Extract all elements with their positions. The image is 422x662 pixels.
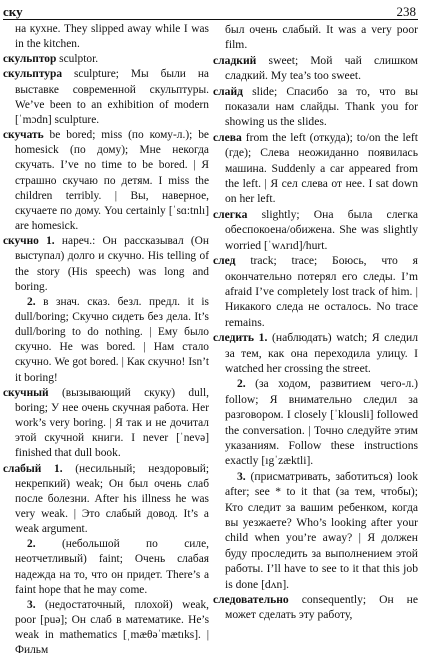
- sense-number: 3.: [237, 469, 246, 483]
- sense-definition: в знач. сказ. безл. предл. it is dull/boring; Скучно сидеть без дела. It’s dull/boring to do nothing. | Ему было скучно. He was bored. | Нам стало скучно. We got bored. | Как скучно! Isn’t it boring!: [15, 295, 209, 384]
- dictionary-entry: [3, 67, 209, 128]
- entry-definition: sweet; Мой чай слишком сладкий. My tea’s too sweet.: [225, 53, 418, 83]
- header-rule: [3, 19, 418, 20]
- dictionary-entry: [213, 130, 418, 207]
- entry-definition: slide; Спасибо за то, что вы показали нам слайды. Thank you for showing us the slides.: [225, 84, 418, 129]
- sense-number: 2.: [27, 538, 36, 551]
- right-column: [213, 22, 418, 623]
- entry-definition: track; trace; Боюсь, что я окончательно потерял его следы. I’m afraid I’ve completely lost track of him. | Никакого следа не осталось. No trace remains.: [225, 254, 418, 329]
- entry-headword: слегка: [213, 207, 248, 221]
- dictionary-entry: [213, 592, 418, 623]
- page-number: 238: [396, 4, 416, 19]
- dictionary-entry: [3, 386, 209, 462]
- entry-definition: (вызывающий скуку) dull, boring; У нее очень скучная работа. Her work’s very boring. | Я так и не дочитал этой скучной книги. I never [ˈnevə] finished that dull book.: [15, 386, 209, 460]
- entry-headword: след: [213, 254, 236, 268]
- dictionary-entry: [213, 330, 418, 376]
- dictionary-entry: [213, 53, 418, 84]
- sense-number: 3.: [27, 598, 36, 611]
- entry-sense: [3, 598, 209, 659]
- running-headword: ску: [3, 4, 23, 19]
- entry-headword: скучать: [3, 129, 44, 142]
- entry-headword: скульптор: [3, 53, 57, 66]
- dictionary-entry: [3, 52, 209, 67]
- entry-continuation: был очень слабый. It was a very poor film.: [225, 23, 418, 52]
- entry-headword: скучный: [3, 386, 49, 399]
- dictionary-entry: [213, 253, 418, 330]
- entry-sense: [213, 376, 418, 468]
- entry-headword: слабый 1.: [3, 462, 63, 475]
- entry-headword: сладкий: [213, 53, 257, 67]
- dictionary-entry: [213, 207, 418, 253]
- entry-definition: (несильный; нездоровый; некрепкий) weak; Он был очень слаб после болезни. After his illness he was very weak. | Это слабый довод. It’s a weak argument.: [15, 462, 209, 536]
- entry-headword: слайд: [213, 84, 243, 98]
- entry-sense: [3, 295, 209, 386]
- entry-definition: (наблюдать) watch; Я следил за тем, как она переходила улицу. I watched her crossing the street.: [225, 331, 419, 375]
- sense-number: 2.: [237, 377, 246, 391]
- entry-sense: [3, 537, 209, 598]
- entry-headword: слева: [213, 130, 242, 144]
- entry-headword: следить 1.: [213, 331, 268, 345]
- sense-definition: (за ходом, развитием чего-л.) follow; Я внимательно следил за разговором. I closely [ˈklousli] followed the conversation. | Точно следуйте этим указаниям. Follow these instructions exactly [ıgˈzæktli].: [225, 377, 418, 468]
- entry-headword: скучно 1.: [3, 235, 55, 248]
- entry-definition: sculptor.: [56, 53, 99, 66]
- dictionary-entry: [3, 128, 209, 234]
- entry-headword: скульптура: [3, 68, 63, 81]
- entry-continuation: на кухне. They slipped away while I was in the kitchen.: [15, 23, 209, 51]
- entry-definition: sculpture; Мы были на выставке современной скульптуры. We’ve been to an exhibition of modern [ˈmɔdn] sculpture.: [15, 68, 209, 126]
- entry-definition: consequently; Он не может сделать эту работу,: [225, 593, 418, 622]
- entry-definition: be bored; miss (по кому-л.); be homesick (по дому); Мне некогда скучать. I’ve no time to be bored. | Я страшно скучаю по детям. I miss the children terribly. | Вы, наверное, скучаете по дому. You certainly [ˈsɑ:tnlı] are homesick.: [15, 129, 209, 233]
- sense-definition: (недостаточный, плохой) weak, poor [puə]; Он слаб в математике. He’s weak in mathematics [ˌmæθəˈmætıks]. | Фильм: [15, 598, 209, 657]
- dictionary-entry: [213, 84, 418, 130]
- dictionary-entry: [3, 234, 209, 295]
- left-column: [3, 22, 209, 659]
- sense-definition: (присматривать, заботиться) look after; see * to it that (за тем, чтобы); Кто следит за вашим ребенком, когда вы уезжаете? Who’s looking after your child when you’re away? | Я должен буду проследить за выполнением этой работы. I’ll have to see to it that this job is done [dʌn].: [225, 469, 418, 591]
- entry-definition: нареч.: Он рассказывал (Он выступал) долго и скучно. His telling of the story (His speech) was long and boring.: [15, 235, 210, 293]
- sense-definition: (небольшой по силе, неотчетливый) faint; Очень слабая надежда на то, что он придет. There’s a faint hope that he may come.: [15, 538, 209, 596]
- dictionary-entry: [3, 462, 209, 538]
- entry-sense: [213, 469, 418, 592]
- entry-headword: следовательно: [213, 593, 289, 607]
- entry-definition: slightly; Она была слегка обеспокоена/обижена. She was slightly worried [ˈwʌrıd]/hurt.: [225, 207, 418, 252]
- sense-number: 2.: [27, 295, 36, 308]
- entry-definition: from the left (откуда); to/on the left (где); Слева неожиданно появилась машина. Suddenly a car appeared from the left. | Я сел слева от нее. I sat down on her left.: [225, 130, 418, 206]
